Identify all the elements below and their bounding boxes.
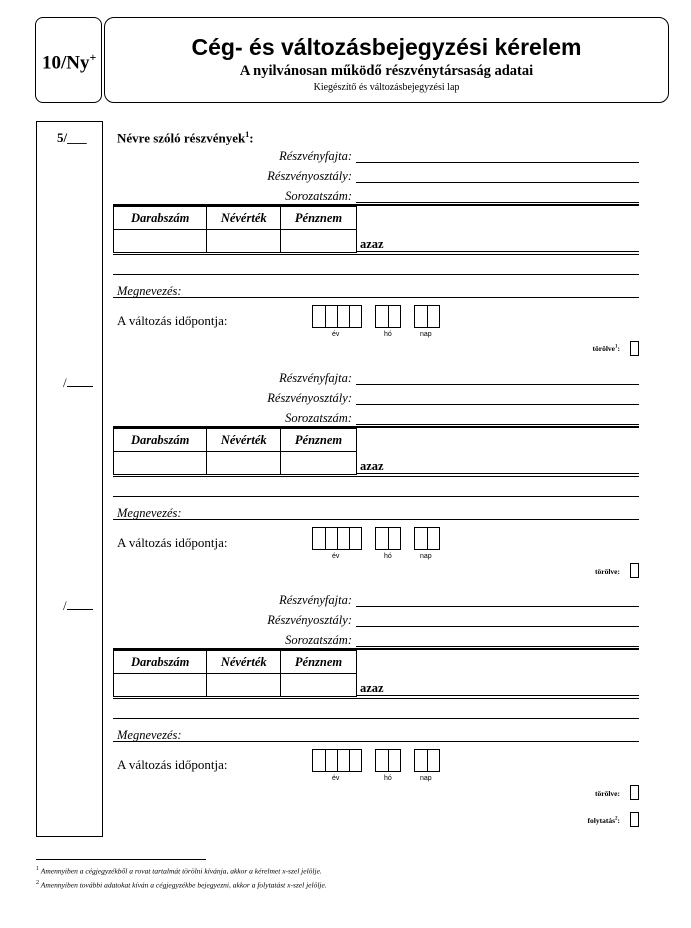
form-code [42,50,96,74]
azaz-field[interactable] [356,473,639,474]
section-heading: Névre szóló részvények$^1$: [117,130,254,146]
currency-cell[interactable] [281,230,357,253]
amount-words-rule [113,254,639,255]
nominal-cell[interactable] [207,452,281,475]
col-currency: Pénznem [281,429,357,452]
class-label: Részvényosztály: [267,169,352,183]
month-digits[interactable] [375,305,401,328]
count-cell[interactable] [114,674,207,697]
count-cell[interactable] [114,452,207,475]
blank-line[interactable] [113,718,639,719]
col-count: Darabszám [114,207,207,230]
sheet-type: Kiegészítő és változásbejegyzési lap [313,82,460,93]
nominal-cell[interactable] [207,674,281,697]
class-field[interactable] [356,626,639,627]
currency-cell[interactable] [281,452,357,475]
col-currency: Pénznem [281,207,357,230]
col-currency: Pénznem [281,651,357,674]
deleted-checkbox[interactable] [630,785,639,800]
day-caption: nap [420,775,432,782]
nominal-cell[interactable] [207,230,281,253]
continuation-checkbox[interactable] [630,812,639,827]
name-label: Megnevezés: [117,506,182,520]
day-digits[interactable] [414,749,440,772]
form-code-text: 10/Ny [42,52,90,74]
year-caption: év [332,331,340,338]
day-caption: nap [420,331,432,338]
amount-words-rule [113,698,639,699]
shares-table [113,428,357,475]
class-field[interactable] [356,182,639,183]
year-digits[interactable] [312,749,362,772]
series-field[interactable] [356,646,639,647]
month-digits[interactable] [375,527,401,550]
series-label: Sorozatszám: [285,189,352,203]
form-subtitle: A nyilvánosan működő részvénytársaság adatai [239,63,534,79]
footnote-2: $^2$ Amennyiben további adatokat kíván a cégjegyzékbe bejegyezni, akkor a folytatást x-szel jelölje. [36,880,327,890]
year-caption: év [332,775,340,782]
type-label: Részvényfajta: [279,371,352,385]
footnote-separator [36,859,206,860]
month-caption: hó [384,553,392,560]
section-number: 5/___ [57,130,87,145]
type-field[interactable] [356,606,639,607]
form-code-sup: + [89,50,97,64]
col-count: Darabszám [114,651,207,674]
change-date-label: A változás időpontja: [117,313,228,328]
blank-line[interactable] [113,496,639,497]
type-label: Részvényfajta: [279,149,352,163]
count-cell[interactable] [114,230,207,253]
shares-table [113,650,357,697]
name-field[interactable] [113,297,639,298]
name-field[interactable] [113,741,639,742]
name-label: Megnevezés: [117,728,182,742]
name-label: Megnevezés: [117,284,182,298]
month-caption: hó [384,331,392,338]
class-label: Részvényosztály: [267,391,352,405]
class-label: Részvényosztály: [267,613,352,627]
amount-words-rule [113,476,639,477]
change-date-label: A változás időpontja: [117,535,228,550]
entry-index-2[interactable]: / [63,375,93,391]
blank-line[interactable] [113,274,639,275]
azaz-label: azaz [360,459,384,473]
change-date-label: A változás időpontja: [117,757,228,772]
series-field[interactable] [356,424,639,425]
type-field[interactable] [356,162,639,163]
deleted-label: törölve: [595,567,620,576]
month-digits[interactable] [375,749,401,772]
year-digits[interactable] [312,527,362,550]
title-box [104,17,669,103]
entry-index-3[interactable]: / [63,598,93,614]
col-nominal: Névérték [207,429,281,452]
azaz-field[interactable] [356,251,639,252]
deleted-label: törölve: [595,789,620,798]
deleted-checkbox[interactable] [630,341,639,356]
section-index-column [36,121,103,837]
currency-cell[interactable] [281,674,357,697]
series-field[interactable] [356,202,639,203]
day-digits[interactable] [414,527,440,550]
series-label: Sorozatszám: [285,411,352,425]
year-digits[interactable] [312,305,362,328]
col-nominal: Névérték [207,651,281,674]
year-caption: év [332,553,340,560]
type-field[interactable] [356,384,639,385]
deleted-label: törölve$^1$: [592,344,620,353]
continuation-label: folytatás$^2$: [587,816,620,825]
name-field[interactable] [113,519,639,520]
shares-table [113,206,357,253]
form-code-box [35,17,102,103]
azaz-label: azaz [360,681,384,695]
day-caption: nap [420,553,432,560]
deleted-checkbox[interactable] [630,563,639,578]
series-label: Sorozatszám: [285,633,352,647]
footnote-1: $^1$ Amennyiben a cégjegyzékből a rovat tartalmát törölni kívánja, akkor a kérelmet x-szel jelölje. [36,866,322,876]
col-nominal: Névérték [207,207,281,230]
azaz-label: azaz [360,237,384,251]
col-count: Darabszám [114,429,207,452]
class-field[interactable] [356,404,639,405]
day-digits[interactable] [414,305,440,328]
month-caption: hó [384,775,392,782]
type-label: Részvényfajta: [279,593,352,607]
form-title: Cég- és változásbejegyzési kérelem [191,34,582,60]
azaz-field[interactable] [356,695,639,696]
